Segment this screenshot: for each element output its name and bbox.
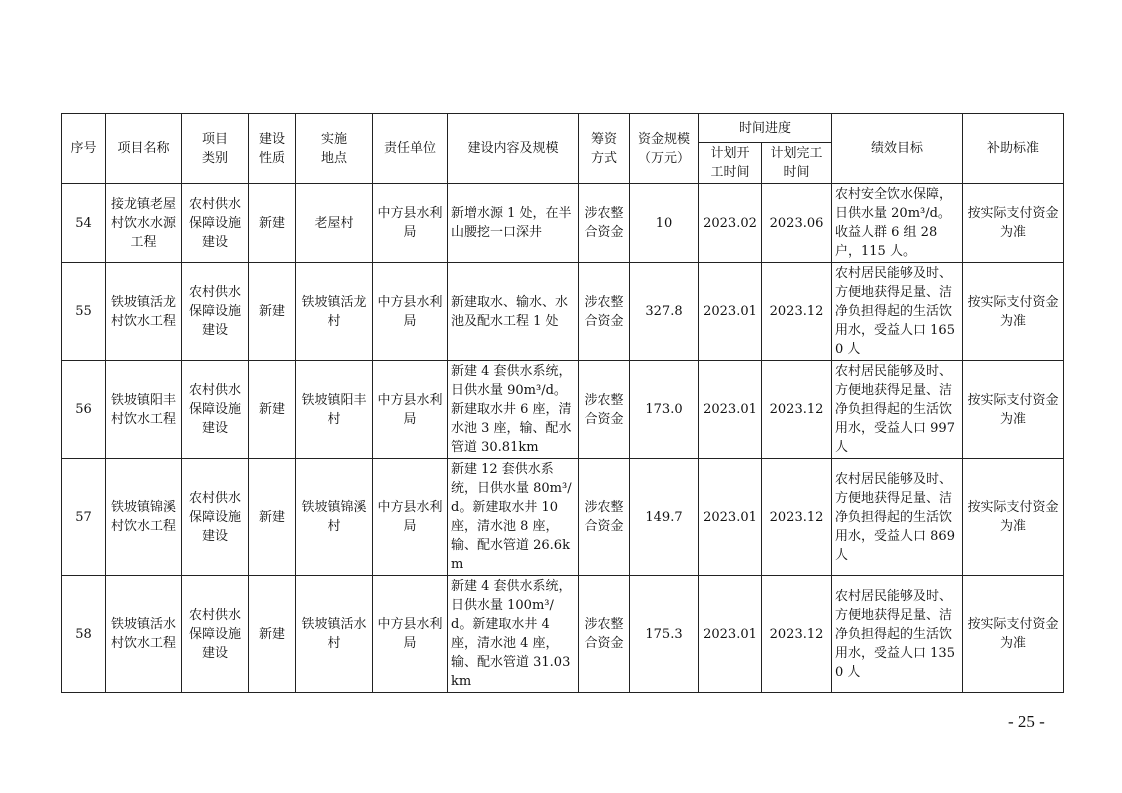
cell-goal: 农村安全饮水保障，日供水量 20m³/d。收益人群 6 组 28 户，115 人。 <box>832 184 963 263</box>
cell-location: 铁坡镇阳丰村 <box>296 361 373 459</box>
cell-scale: 327.8 <box>630 263 699 361</box>
cell-content: 新建取水、输水、水池及配水工程 1 处 <box>448 263 579 361</box>
cell-nature: 新建 <box>249 459 296 576</box>
header-unit: 责任单位 <box>373 114 448 184</box>
cell-location: 老屋村 <box>296 184 373 263</box>
cell-unit: 中方县水利局 <box>373 459 448 576</box>
header-funding: 筹资 方式 <box>579 114 630 184</box>
cell-subsidy: 按实际支付资金为准 <box>963 361 1064 459</box>
cell-start: 2023.01 <box>699 361 762 459</box>
cell-start: 2023.02 <box>699 184 762 263</box>
cell-category: 农村供水保障设施建设 <box>182 184 249 263</box>
header-subsidy: 补助标准 <box>963 114 1064 184</box>
cell-name: 铁坡镇阳丰村饮水工程 <box>106 361 182 459</box>
cell-unit: 中方县水利局 <box>373 184 448 263</box>
cell-unit: 中方县水利局 <box>373 361 448 459</box>
header-content: 建设内容及规模 <box>448 114 579 184</box>
cell-content: 新建 4 套供水系统，日供水量 90m³/d。新建取水井 6 座，清水池 3 座，输、配水管道 30.81km <box>448 361 579 459</box>
cell-goal: 农村居民能够及时、方便地获得足量、洁净负担得起的生活饮用水，受益人口 1650 人 <box>832 263 963 361</box>
cell-location: 铁坡镇锦溪村 <box>296 459 373 576</box>
cell-seq: 56 <box>62 361 106 459</box>
cell-nature: 新建 <box>249 576 296 693</box>
cell-location: 铁坡镇活水村 <box>296 576 373 693</box>
cell-category: 农村供水保障设施建设 <box>182 263 249 361</box>
cell-seq: 57 <box>62 459 106 576</box>
cell-funding: 涉农整合资金 <box>579 184 630 263</box>
cell-goal: 农村居民能够及时、方便地获得足量、洁净负担得起的生活饮用水，受益人口 869 人 <box>832 459 963 576</box>
table-row <box>62 263 1064 361</box>
header-location: 实施 地点 <box>296 114 373 184</box>
cell-start: 2023.01 <box>699 263 762 361</box>
cell-start: 2023.01 <box>699 459 762 576</box>
header-start: 计划开 工时间 <box>699 143 762 184</box>
cell-goal: 农村居民能够及时、方便地获得足量、洁净负担得起的生活饮用水，受益人口 997 人 <box>832 361 963 459</box>
cell-nature: 新建 <box>249 361 296 459</box>
header-goal: 绩效目标 <box>832 114 963 184</box>
page-number: - 25 - <box>1008 712 1045 731</box>
cell-nature: 新建 <box>249 184 296 263</box>
cell-seq: 55 <box>62 263 106 361</box>
cell-end: 2023.06 <box>762 184 832 263</box>
cell-name: 铁坡镇活龙村饮水工程 <box>106 263 182 361</box>
cell-unit: 中方县水利局 <box>373 576 448 693</box>
cell-name: 接龙镇老屋村饮水水源工程 <box>106 184 182 263</box>
cell-category: 农村供水保障设施建设 <box>182 361 249 459</box>
cell-nature: 新建 <box>249 263 296 361</box>
cell-seq: 58 <box>62 576 106 693</box>
cell-end: 2023.12 <box>762 263 832 361</box>
header-category: 项目 类别 <box>182 114 249 184</box>
header-scale: 资金规模 （万元） <box>630 114 699 184</box>
cell-category: 农村供水保障设施建设 <box>182 459 249 576</box>
cell-scale: 10 <box>630 184 699 263</box>
cell-funding: 涉农整合资金 <box>579 361 630 459</box>
cell-content: 新增水源 1 处，在半山腰挖一口深井 <box>448 184 579 263</box>
cell-funding: 涉农整合资金 <box>579 576 630 693</box>
cell-scale: 175.3 <box>630 576 699 693</box>
cell-end: 2023.12 <box>762 576 832 693</box>
cell-subsidy: 按实际支付资金为准 <box>963 263 1064 361</box>
header-name: 项目名称 <box>106 114 182 184</box>
cell-name: 铁坡镇锦溪村饮水工程 <box>106 459 182 576</box>
table-row <box>62 361 1064 459</box>
cell-subsidy: 按实际支付资金为准 <box>963 184 1064 263</box>
cell-scale: 173.0 <box>630 361 699 459</box>
header-seq: 序号 <box>62 114 106 184</box>
table-row <box>62 576 1064 693</box>
cell-funding: 涉农整合资金 <box>579 263 630 361</box>
cell-end: 2023.12 <box>762 459 832 576</box>
cell-category: 农村供水保障设施建设 <box>182 576 249 693</box>
cell-name: 铁坡镇活水村饮水工程 <box>106 576 182 693</box>
cell-goal: 农村居民能够及时、方便地获得足量、洁净负担得起的生活饮用水，受益人口 1350 人 <box>832 576 963 693</box>
cell-subsidy: 按实际支付资金为准 <box>963 459 1064 576</box>
header-progress: 时间进度 <box>699 114 832 143</box>
header-end: 计划完工 时间 <box>762 143 832 184</box>
header-nature: 建设 性质 <box>249 114 296 184</box>
cell-scale: 149.7 <box>630 459 699 576</box>
cell-content: 新建 12 套供水系统，日供水量 80m³/d。新建取水井 10 座，清水池 8 座，输、配水管道 26.6km <box>448 459 579 576</box>
cell-subsidy: 按实际支付资金为准 <box>963 576 1064 693</box>
table-row <box>62 184 1064 263</box>
cell-start: 2023.01 <box>699 576 762 693</box>
cell-location: 铁坡镇活龙村 <box>296 263 373 361</box>
cell-funding: 涉农整合资金 <box>579 459 630 576</box>
project-table <box>61 113 1064 693</box>
cell-unit: 中方县水利局 <box>373 263 448 361</box>
cell-seq: 54 <box>62 184 106 263</box>
cell-content: 新建 4 套供水系统，日供水量 100m³/d。新建取水井 4 座，清水池 4 座，输、配水管道 31.03km <box>448 576 579 693</box>
table-row <box>62 459 1064 576</box>
cell-end: 2023.12 <box>762 361 832 459</box>
